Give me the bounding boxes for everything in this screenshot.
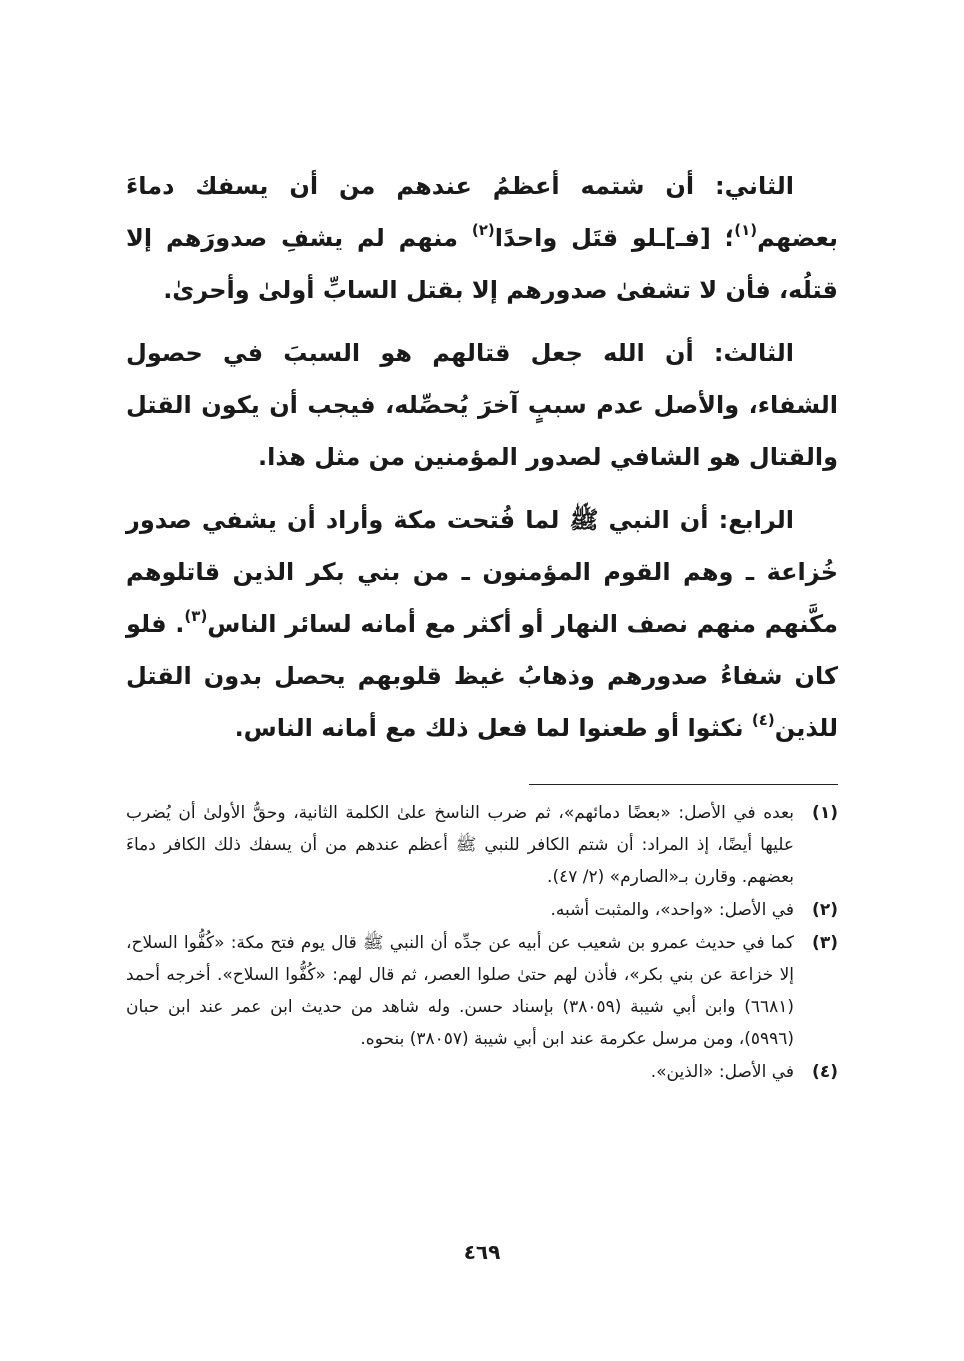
paragraph-second (126, 160, 838, 316)
footnote-text: بعده في الأصل: «بعضًا دمائهم»، ثم ضرب الناسخ علىٰ الكلمة الثانية، وحقُّ الأولىٰ أن يُضرب عليها أيضًا، إذ المراد: أن شتم الكافر للنبي ﷺ أعظم عندهم من أن يسفك ذلك الكافر دماءَ بعضهم. وقارن بـ«الصارم» (٢/ ٤٧). (126, 803, 794, 887)
footnote-number: (٤) (812, 1062, 838, 1082)
paragraph-text: نكثوا أو طعنوا لما فعل ذلك مع أمانه الناس. (234, 714, 752, 742)
footnote-ref-1[interactable]: (١) (734, 221, 758, 239)
footnote-2 (126, 894, 838, 926)
footnote-number: (٢) (812, 900, 838, 920)
footnote-4 (126, 1056, 838, 1088)
footnote-separator (529, 784, 838, 785)
footnote-3 (126, 927, 838, 1055)
paragraph-third (126, 327, 838, 483)
paragraph-text: ؛ [فـ]ـلو قتَل واحدًا (494, 224, 735, 252)
paragraph-fourth (126, 494, 838, 754)
footnote-text: في الأصل: «واحد»، والمثبت أشبه. (550, 900, 794, 920)
footnote-number: (٣) (812, 933, 838, 953)
footnote-1 (126, 797, 838, 893)
footnote-ref-2[interactable]: (٢) (471, 221, 495, 239)
paragraph-text: . فلو كان شفاءُ صدورهم وذهابُ غيظ قلوبهم يحصل بدون القتل للذين (126, 610, 838, 742)
footnotes (126, 797, 838, 1089)
footnote-ref-3[interactable]: (٣) (184, 607, 208, 625)
main-text (126, 160, 838, 765)
page-number: ٤٦٩ (463, 1240, 501, 1264)
paragraph-text: الثاني: أن شتمه أعظمُ عندهم من أن يسفك دماءَ بعضهم (126, 172, 839, 252)
footnote-text: في الأصل: «الذين». (650, 1062, 794, 1082)
paragraph-text: الرابع: أن النبي ﷺ لما فُتحت مكة وأراد أن يشفي صدور خُزاعة ـ وهم القوم المؤمنون ـ من بني بكر الذين قاتلوهم مكَّنهم منهم نصف النهار أو أكثر مع أمانه لسائر الناس (126, 506, 838, 638)
paragraph-text: الثالث: أن الله جعل قتالهم هو السببَ في حصول الشفاء، والأصل عدم سببٍ آخرَ يُحصِّله، فيجب أن يكون القتل والقتال هو الشافي لصدور المؤمنين من مثل هذا. (126, 339, 838, 471)
footnote-ref-4[interactable]: (٤) (751, 711, 775, 729)
footnote-number: (١) (812, 803, 838, 823)
footnote-text: كما في حديث عمرو بن شعيب عن أبيه عن جدِّه أن النبي ﷺ قال يوم فتح مكة: «كُفُّوا السلاح، إلا خزاعة عن بني بكر»، فأذن لهم حتىٰ صلوا العصر، ثم قال لهم: «كُفُّوا السلاح». أخرجه أحمد (٦٦٨١) وابن أبي شيبة (٣٨٠٥٩) بإسناد حسن. وله شاهد من حديث ابن عمر عند ابن حبان (٥٩٩٦)، ومن مرسل عكرمة عند ابن أبي شيبة (٣٨٠٥٧) بنحوه. (126, 933, 794, 1049)
paragraph-text: منهم لم يشفِ صدورَهم إلا قتلُه، فأن لا تشفىٰ صدورهم إلا بقتل السابِّ أولىٰ وأحرىٰ. (126, 224, 838, 304)
